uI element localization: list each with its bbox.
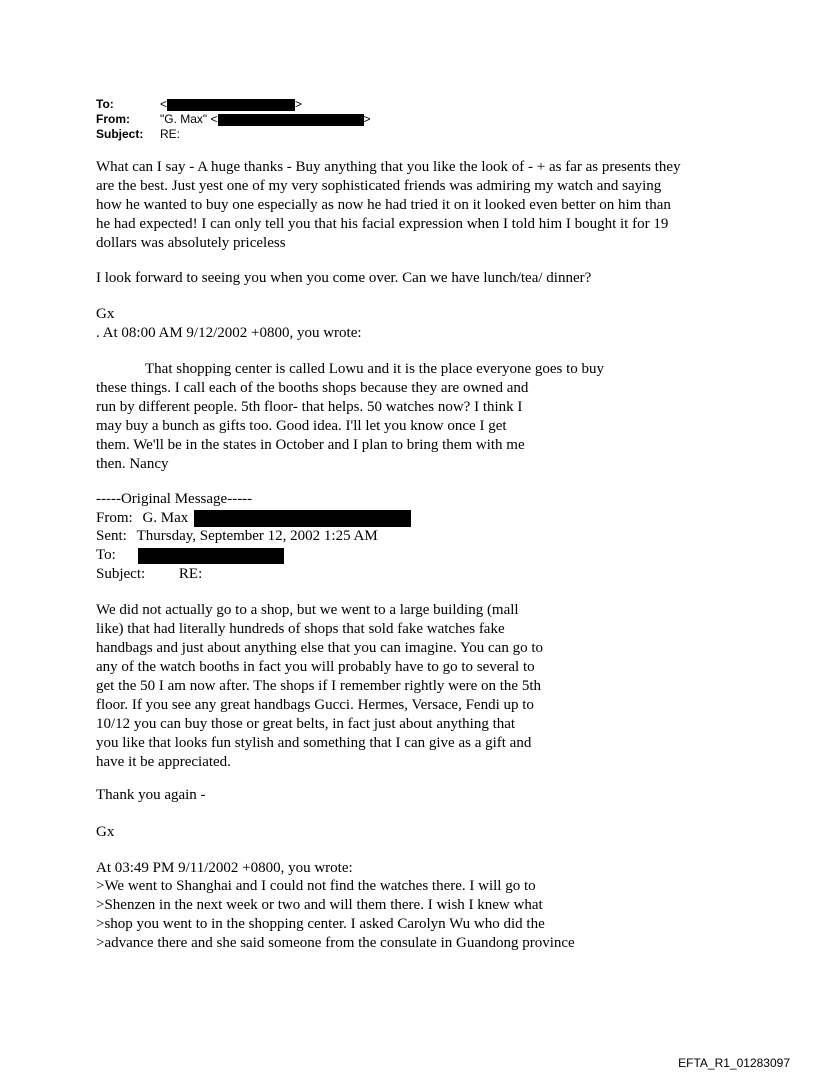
signature: Gx	[96, 306, 115, 322]
signature: Gx	[96, 824, 115, 840]
orig-from-label: From:	[96, 510, 133, 526]
original-message-marker: -----Original Message-----	[96, 491, 253, 507]
reply-paragraph: What can I say - A huge thanks - Buy anything that you like the look of - + as far as presents they are the best. Just yest one of my very sophisticated friends was admiring my watch and saying how he wanted to buy one especially as now he had tried it on it looked even better on him than he had expected! I can only tell you that his facial expression when I told him I bought it for 19 dollars was absolutely priceless	[96, 159, 681, 251]
redaction-bar	[218, 114, 364, 126]
thanks-line: Thank you again -	[96, 787, 206, 803]
redaction-bar	[138, 548, 284, 564]
orig-sent-row	[96, 527, 378, 546]
orig-from-value: G. Max	[142, 510, 189, 526]
document-id: EFTA_R1_01283097	[678, 1056, 790, 1070]
orig-to-row	[96, 546, 284, 565]
from-close-bracket: >	[363, 112, 371, 126]
quoted-paragraph-first-line: That shopping center is called Lowu and it is the place everyone goes to buy	[145, 361, 605, 377]
orig-sent-value: Thursday, September 12, 2002 1:25 AM	[136, 528, 378, 544]
to-row	[96, 97, 496, 112]
quoted-paragraph: these things. I call each of the booths shops because they are owned and run by different people. 5th floor- that helps. 50 watches now? I think I may buy a bunch as gifts too. Good idea. I'll let you know once I get them. We'll be in the states in October and I plan to bring them with me then. Nancy	[96, 380, 529, 472]
quoted-paragraph: >We went to Shanghai and I could not find the watches there. I will go to >Shenzen in the next week or two and will them there. I wish I knew what >shop you went to in the shopping center. I asked Carolyn Wu who did the >advance there and she said someone from the consulate in Guandong province	[96, 878, 575, 951]
orig-sent-label: Sent:	[96, 528, 127, 544]
redaction-bar	[194, 510, 411, 527]
orig-subject-value: RE:	[178, 566, 203, 582]
reply-invitation: I look forward to seeing you when you come over. Can we have lunch/tea/ dinner?	[96, 270, 592, 286]
subject-value: RE:	[160, 127, 181, 141]
subject-row	[96, 127, 496, 142]
email-header	[96, 97, 496, 145]
quote-attribution: At 03:49 PM 9/11/2002 +0800, you wrote:	[96, 860, 353, 876]
from-value	[160, 112, 371, 127]
to-open-bracket: <	[160, 97, 168, 111]
from-row	[96, 112, 496, 127]
to-value	[160, 97, 302, 112]
orig-from-row	[96, 509, 411, 528]
subject-label: Subject:	[96, 127, 144, 141]
quote-attribution: . At 08:00 AM 9/12/2002 +0800, you wrote:	[96, 325, 362, 341]
orig-subject-row	[96, 565, 202, 584]
orig-subject-label: Subject:	[96, 566, 146, 582]
to-close-bracket: >	[295, 97, 303, 111]
to-label: To:	[96, 97, 114, 111]
redaction-bar	[167, 99, 295, 111]
from-sender: "G. Max" <	[160, 112, 218, 126]
orig-to-label: To:	[96, 547, 116, 563]
from-label: From:	[96, 112, 130, 126]
original-paragraph: We did not actually go to a shop, but we went to a large building (mall like) that had literally hundreds of shops that sold fake watches fake handbags and just about anything else that you can imagine. You can go to any of the watch booths in fact you will probably have to go to several to get the 50 I am now after. The shops if I remember rightly were on the 5th floor. If you see any great handbags Gucci. Hermes, Versace, Fendi up to 10/12 you can buy those or great belts, in fact just about anything that you like that looks fun stylish and something that I can give as a gift and have it be appreciated.	[96, 602, 544, 770]
